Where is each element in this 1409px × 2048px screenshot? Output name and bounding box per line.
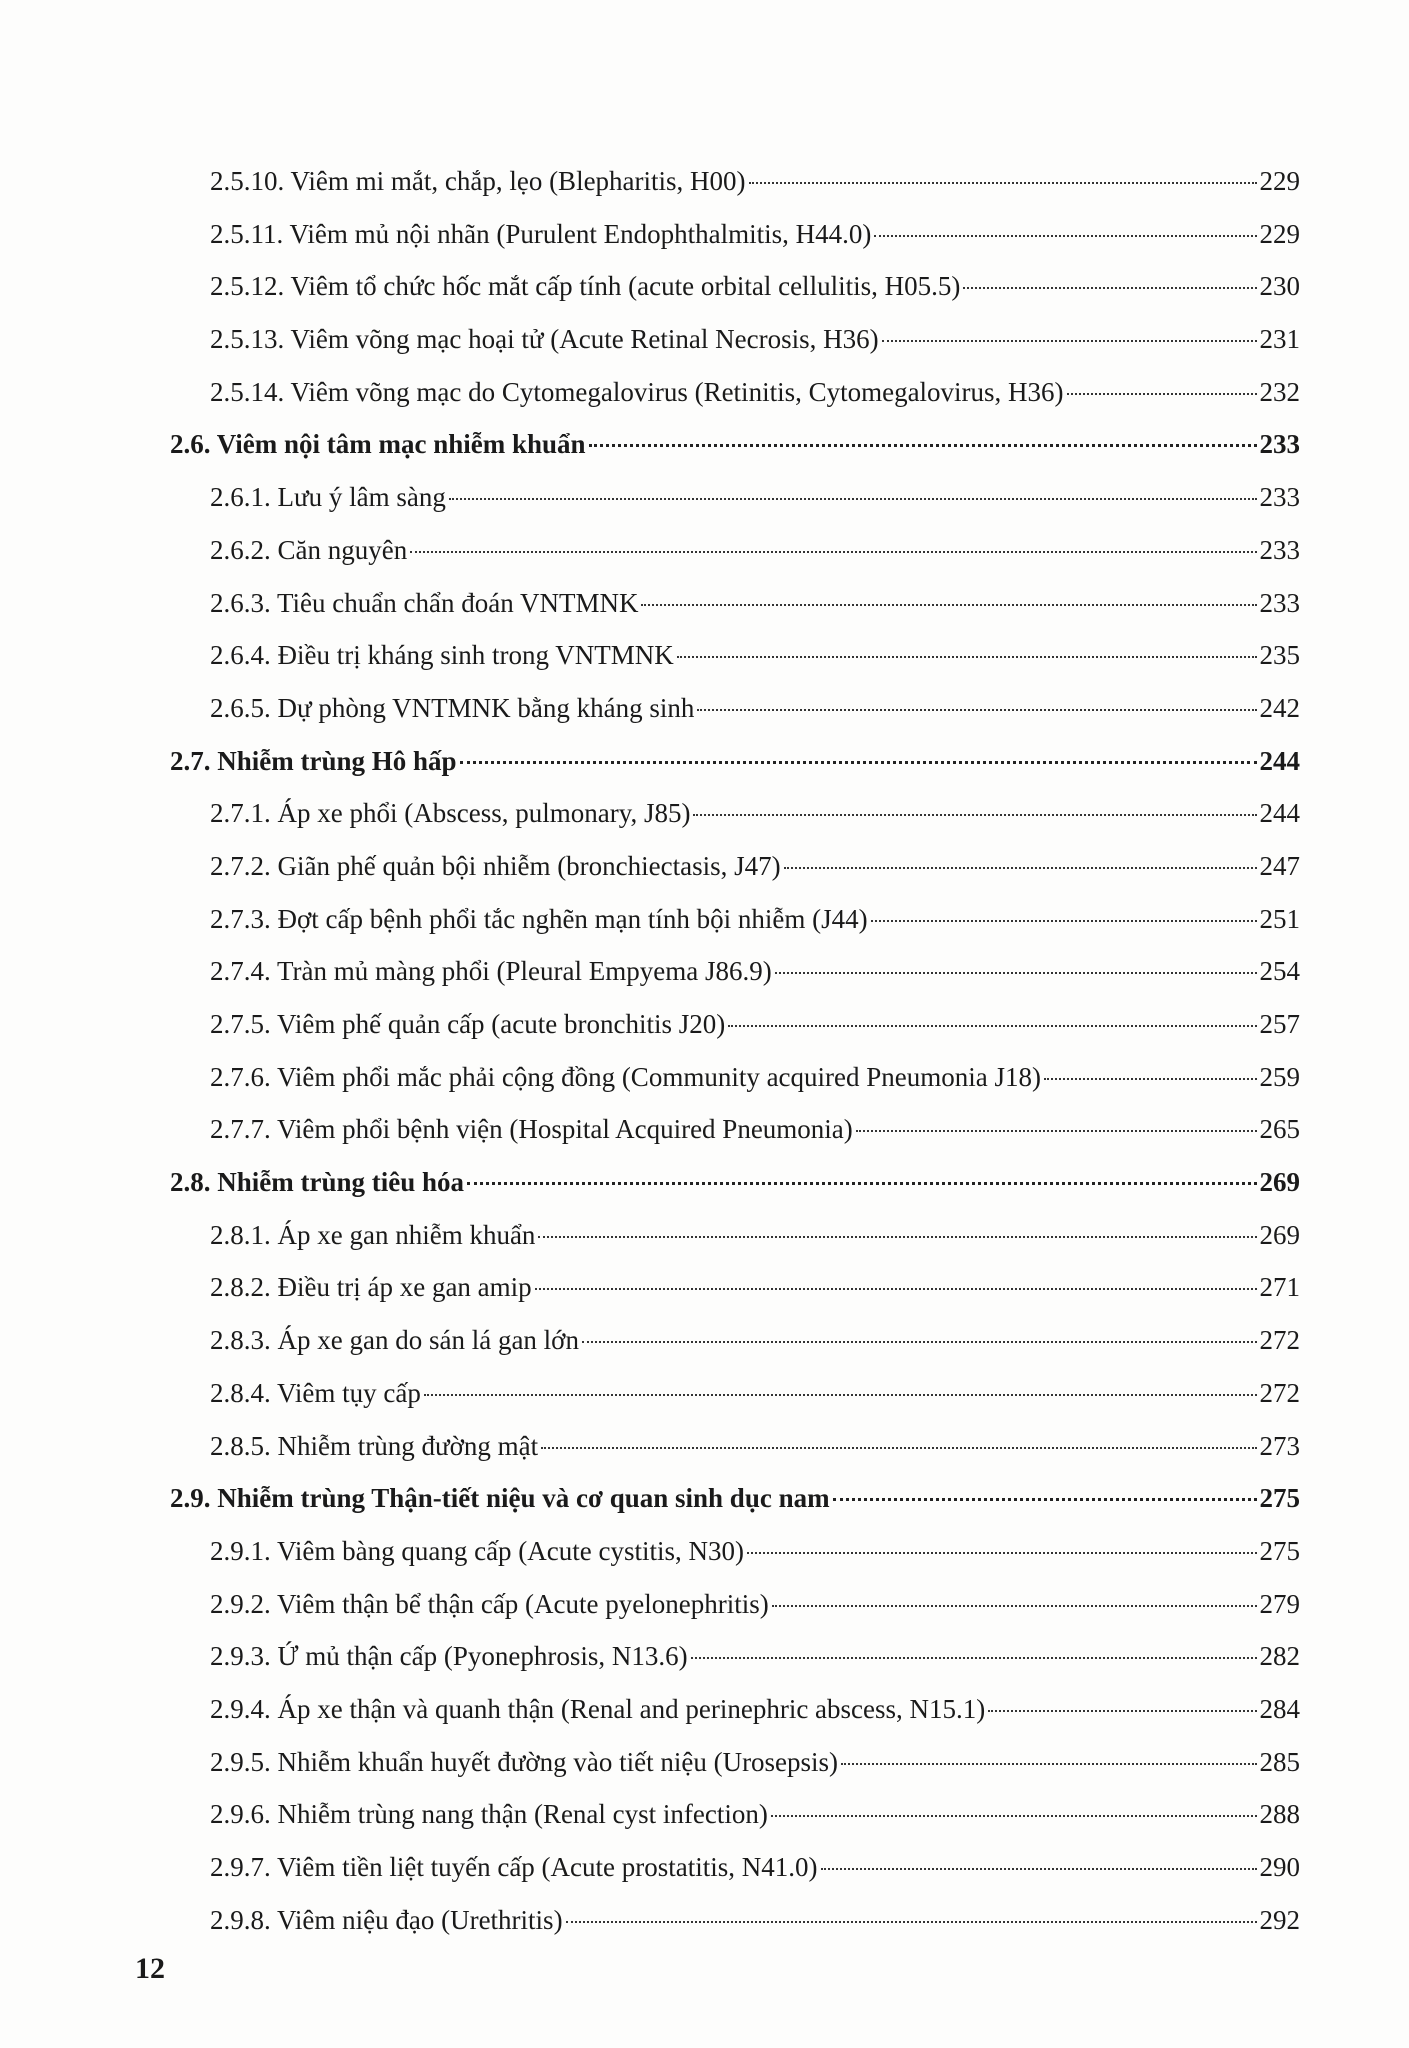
dot-leader <box>871 920 1257 922</box>
dot-leader <box>410 551 1256 553</box>
toc-entry-title: 2.5.13. Viêm võng mạc hoại tử (Acute Retinal Necrosis, H36) <box>210 324 879 355</box>
dot-leader <box>821 1868 1257 1870</box>
dot-leader <box>772 1605 1257 1607</box>
toc-entry-page: 247 <box>1259 850 1300 881</box>
toc-entry-title: 2.6.1. Lưu ý lâm sàng <box>210 482 446 513</box>
toc-entry-title: 2.9.3. Ứ mủ thận cấp (Pyonephrosis, N13.6) <box>210 1641 688 1672</box>
toc-entry-page: 254 <box>1259 956 1300 987</box>
toc-section-entry <box>170 418 1300 471</box>
dot-leader <box>697 709 1256 711</box>
toc-entry <box>170 629 1300 682</box>
toc-entry-title: 2.6.4. Điều trị kháng sinh trong VNTMNK <box>210 640 674 671</box>
toc-entry-title: 2.6.2. Căn nguyên <box>210 534 408 565</box>
toc-entry-title: 2.9.5. Nhiễm khuẩn huyết đường vào tiết niệu (Urosepsis) <box>210 1746 839 1777</box>
toc-entry-page: 279 <box>1259 1588 1300 1619</box>
toc-entry-page: 233 <box>1259 587 1300 618</box>
toc-entry-page: 284 <box>1259 1693 1300 1724</box>
toc-entry-title: 2.8.4. Viêm tụy cấp <box>210 1377 421 1408</box>
toc-entry-title: 2.7.4. Tràn mủ màng phổi (Pleural Empyema J86.9) <box>210 956 772 987</box>
dot-leader <box>541 1447 1256 1449</box>
toc-entry-title: 2.6.5. Dự phòng VNTMNK bằng kháng sinh <box>210 692 695 723</box>
toc-entry <box>170 260 1300 313</box>
toc-entry-page: 244 <box>1259 745 1300 776</box>
toc-entry <box>170 1630 1300 1683</box>
toc-entry-title: 2.9.1. Viêm bàng quang cấp (Acute cystitis, N30) <box>210 1535 745 1566</box>
toc-entry-title: 2.9.7. Viêm tiền liệt tuyến cấp (Acute prostatitis, N41.0) <box>210 1852 818 1882</box>
toc-entry-title: 2.7.7. Viêm phổi bệnh viện (Hospital Acquired Pneumonia) <box>210 1114 853 1145</box>
toc-entry-title: 2.8.1. Áp xe gan nhiễm khuẩn <box>210 1219 536 1250</box>
toc-entry-page: 244 <box>1259 798 1300 829</box>
toc-entry <box>170 1051 1300 1104</box>
toc-entry-title: 2.7.5. Viêm phế quản cấp (acute bronchitis J20) <box>210 1009 726 1039</box>
toc-entry-title: 2.5.14. Viêm võng mạc do Cytomegalovirus (Retinitis, Cytomegalovirus, H36) <box>210 376 1064 407</box>
toc-entry-page: 292 <box>1259 1904 1300 1935</box>
toc-entry <box>170 1683 1300 1736</box>
dot-leader <box>841 1763 1256 1765</box>
toc-entry <box>170 787 1300 840</box>
toc-entry-page: 272 <box>1259 1325 1300 1356</box>
toc-entry <box>170 1736 1300 1789</box>
toc-entry <box>170 682 1300 735</box>
toc-entry-page: 230 <box>1259 271 1300 302</box>
toc-entry-page: 229 <box>1259 166 1300 196</box>
toc-entry <box>170 1367 1300 1420</box>
toc-entry-title: 2.9.8. Viêm niệu đạo (Urethritis) <box>210 1904 563 1935</box>
toc-entry-title: 2.5.10. Viêm mi mắt, chắp, lẹo (Blepharitis, H00) <box>210 166 746 196</box>
dot-leader <box>424 1394 1257 1396</box>
toc-entry <box>170 1788 1300 1841</box>
dot-leader <box>747 1552 1256 1554</box>
dot-leader <box>691 1657 1257 1659</box>
toc-entry <box>170 208 1300 261</box>
dot-leader <box>449 498 1257 500</box>
toc-entry <box>170 998 1300 1051</box>
dot-leader <box>538 1236 1256 1238</box>
toc-entry-page: 233 <box>1259 482 1300 513</box>
dot-leader <box>566 1921 1257 1923</box>
toc-entry-title: 2.8.3. Áp xe gan do sán lá gan lớn <box>210 1325 579 1356</box>
toc-entry-title: 2.7.6. Viêm phổi mắc phải cộng đồng (Community acquired Pneumonia J18) <box>210 1061 1042 1092</box>
toc-entry <box>170 1261 1300 1314</box>
toc-entry-page: 232 <box>1259 376 1300 407</box>
toc-entry-title: 2.5.11. Viêm mủ nội nhãn (Purulent Endophthalmitis, H44.0) <box>210 218 872 249</box>
toc-entry <box>170 155 1300 208</box>
toc-entry-title: 2.8. Nhiễm trùng tiêu hóa <box>170 1167 465 1198</box>
dot-leader <box>677 656 1257 658</box>
toc-section-entry <box>170 1472 1300 1525</box>
toc-entry-title: 2.5.12. Viêm tổ chức hốc mắt cấp tính (acute orbital cellulitis, H05.5) <box>210 271 961 302</box>
dot-leader <box>535 1288 1257 1290</box>
toc-entry-page: 275 <box>1259 1535 1300 1566</box>
dot-leader <box>963 287 1256 289</box>
toc-entry-page: 288 <box>1259 1799 1300 1830</box>
toc-entry-title: 2.6.3. Tiêu chuẩn chẩn đoán VNTMNK <box>210 587 639 618</box>
dot-leader <box>784 867 1257 869</box>
dot-leader <box>693 814 1256 816</box>
toc-entry-page: 285 <box>1259 1746 1300 1777</box>
toc-section-entry <box>170 1156 1300 1209</box>
page-number: 12 <box>135 1952 165 1985</box>
toc-entry-page: 273 <box>1259 1430 1300 1461</box>
dot-leader <box>874 235 1256 237</box>
dot-leader <box>467 1182 1256 1185</box>
toc-entry-page: 272 <box>1259 1377 1300 1408</box>
toc-entry <box>170 840 1300 893</box>
toc-entry <box>170 1841 1300 1894</box>
dot-leader <box>775 972 1257 974</box>
dot-leader <box>882 340 1257 342</box>
toc-entry-page: 282 <box>1259 1641 1300 1672</box>
toc-entry <box>170 577 1300 630</box>
toc-entry-page: 269 <box>1259 1219 1300 1250</box>
dot-leader <box>460 761 1257 764</box>
dot-leader <box>771 1815 1257 1817</box>
toc-entry-page: 242 <box>1259 692 1300 723</box>
dot-leader <box>988 1710 1256 1712</box>
toc-entry <box>170 1525 1300 1578</box>
toc-entry-page: 251 <box>1259 903 1300 934</box>
toc-entry-title: 2.9.4. Áp xe thận và quanh thận (Renal and perinephric abscess, N15.1) <box>210 1693 986 1724</box>
dot-leader <box>833 1498 1257 1501</box>
toc-entry-page: 231 <box>1259 324 1300 355</box>
toc-entry-title: 2.6. Viêm nội tâm mạc nhiễm khuẩn <box>170 429 586 460</box>
dot-leader <box>589 444 1257 447</box>
toc-entry-title: 2.7. Nhiễm trùng Hô hấp <box>170 745 457 776</box>
toc-entry-title: 2.7.1. Áp xe phổi (Abscess, pulmonary, J85) <box>210 798 691 829</box>
toc-entry-page: 233 <box>1259 429 1300 460</box>
toc-entry <box>170 471 1300 524</box>
toc-entry-title: 2.8.5. Nhiễm trùng đường mật <box>210 1430 539 1461</box>
dot-leader <box>582 1341 1257 1343</box>
toc-entry-page: 259 <box>1259 1061 1300 1092</box>
toc-entry <box>170 524 1300 577</box>
toc-entry <box>170 1103 1300 1156</box>
toc-entry-title: 2.9.6. Nhiễm trùng nang thận (Renal cyst infection) <box>210 1799 768 1830</box>
toc-entry-page: 271 <box>1259 1272 1300 1303</box>
toc-entry-page: 257 <box>1259 1009 1300 1039</box>
toc-entry-page: 233 <box>1259 534 1300 565</box>
toc-entry <box>170 313 1300 366</box>
toc-entry-page: 290 <box>1259 1852 1300 1882</box>
toc-entry <box>170 945 1300 998</box>
table-of-contents <box>170 155 1300 1946</box>
toc-entry-page: 265 <box>1259 1114 1300 1145</box>
toc-entry <box>170 1894 1300 1947</box>
toc-entry <box>170 366 1300 419</box>
dot-leader <box>1044 1078 1256 1080</box>
dot-leader <box>749 182 1257 184</box>
toc-entry-title: 2.9. Nhiễm trùng Thận-tiết niệu và cơ quan sinh dục nam <box>170 1483 830 1514</box>
toc-entry-title: 2.7.3. Đợt cấp bệnh phổi tắc nghẽn mạn tính bội nhiễm (J44) <box>210 903 868 934</box>
dot-leader <box>1067 393 1257 395</box>
toc-entry <box>170 1578 1300 1631</box>
toc-entry-page: 269 <box>1259 1167 1300 1198</box>
toc-entry-title: 2.8.2. Điều trị áp xe gan amip <box>210 1272 532 1303</box>
toc-entry <box>170 1209 1300 1262</box>
toc-entry <box>170 1314 1300 1367</box>
dot-leader <box>856 1130 1257 1132</box>
toc-entry-title: 2.9.2. Viêm thận bể thận cấp (Acute pyelonephritis) <box>210 1588 769 1619</box>
dot-leader <box>641 604 1256 606</box>
toc-section-entry <box>170 735 1300 788</box>
toc-entry <box>170 1420 1300 1473</box>
toc-entry-page: 275 <box>1259 1483 1300 1514</box>
toc-entry-page: 235 <box>1259 640 1300 671</box>
toc-entry-title: 2.7.2. Giãn phế quản bội nhiễm (bronchiectasis, J47) <box>210 850 781 881</box>
dot-leader <box>728 1025 1256 1027</box>
toc-entry-page: 229 <box>1259 218 1300 249</box>
toc-entry <box>170 893 1300 946</box>
